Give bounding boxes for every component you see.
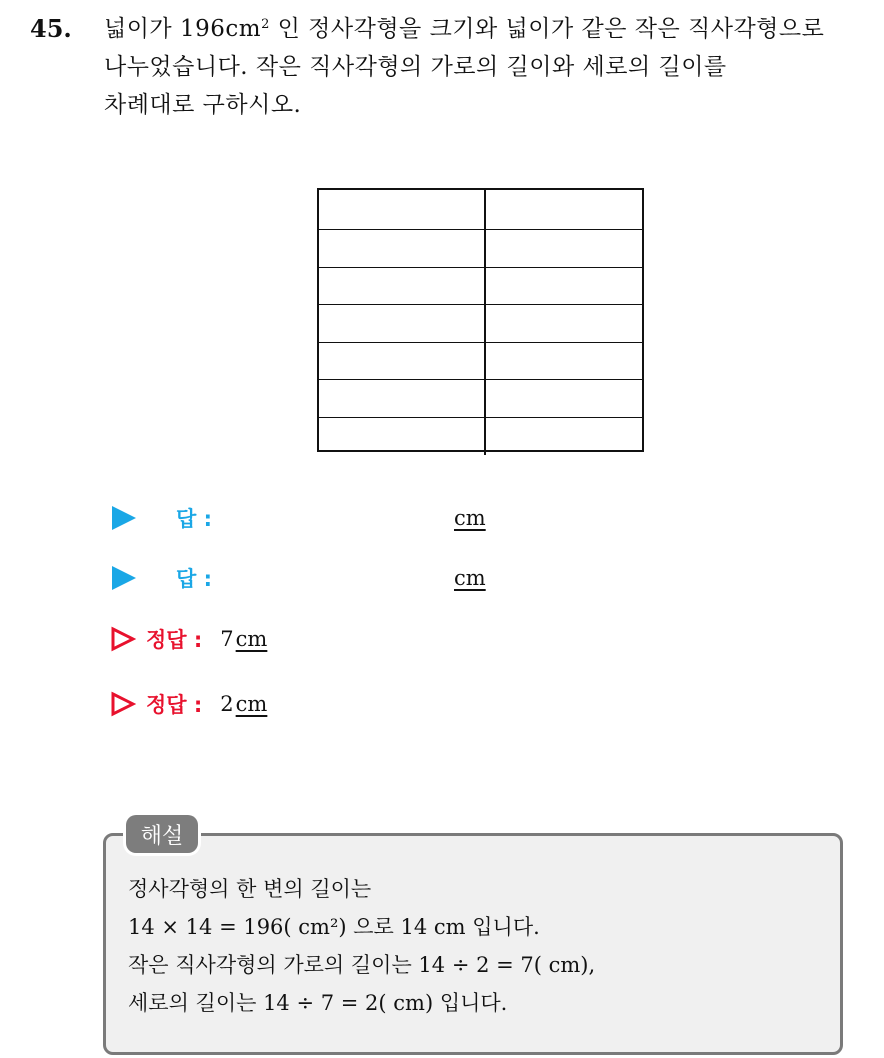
- small-rectangle: [484, 268, 642, 305]
- answer-label: 답 :: [176, 567, 212, 591]
- question-line-2: 나누었습니다. 작은 직사각형의 가로의 길이와 세로의 길이를: [104, 54, 727, 80]
- small-rectangle: [484, 418, 642, 456]
- answer-unit: cm: [454, 506, 486, 530]
- explanation-line: 14 × 14 = 196( cm²) 으로 14 cm 입니다.: [128, 915, 540, 939]
- question-number: 45.: [30, 14, 72, 43]
- play-marker-icon: [112, 566, 136, 590]
- square-diagram: [317, 188, 644, 452]
- explanation-line: 정사각형의 한 변의 길이는: [128, 877, 372, 901]
- diagram-row: [319, 190, 642, 230]
- diagram-row: [319, 418, 642, 456]
- small-rectangle: [319, 305, 484, 342]
- outline-triangle-icon: [110, 691, 136, 717]
- diagram-row: [319, 230, 642, 268]
- diagram-row: [319, 305, 642, 343]
- answer-unit: cm: [454, 566, 486, 590]
- small-rectangle: [319, 268, 484, 305]
- diagram-row: [319, 380, 642, 418]
- small-rectangle: [319, 230, 484, 267]
- answer-line-1[interactable]: [108, 500, 608, 536]
- correct-answer-1: [108, 621, 267, 657]
- play-marker-icon: [112, 506, 136, 530]
- question-line-3: 차례대로 구하시오.: [104, 92, 302, 118]
- answer-label: 답 :: [176, 507, 212, 531]
- correct-value: 7cm: [220, 627, 268, 651]
- small-rectangle: [319, 418, 484, 456]
- correct-label: 정답 :: [146, 628, 203, 652]
- correct-answer-2: [108, 686, 267, 722]
- explanation-text: [128, 870, 828, 1022]
- explanation-tag: 해설: [126, 815, 198, 853]
- explanation-line: 작은 직사각형의 가로의 길이는 14 ÷ 2 = 7( cm),: [128, 953, 596, 977]
- small-rectangle: [319, 380, 484, 417]
- correct-value: 2cm: [220, 692, 268, 716]
- small-rectangle: [484, 305, 642, 342]
- explanation-line: 세로의 길이는 14 ÷ 7 = 2( cm) 입니다.: [128, 991, 508, 1015]
- diagram-row: [319, 343, 642, 381]
- small-rectangle: [484, 230, 642, 267]
- small-rectangle: [319, 343, 484, 380]
- small-rectangle: [484, 343, 642, 380]
- outline-triangle-icon: [110, 626, 136, 652]
- diagram-row: [319, 268, 642, 306]
- answer-line-2[interactable]: [108, 560, 608, 596]
- question-line-1: 넓이가 $196cm^2$ 인 정사각형을 크기와 넓이가 같은 작은 직사각형으로: [104, 16, 825, 42]
- correct-label: 정답 :: [146, 693, 203, 717]
- question-text: [104, 10, 864, 124]
- small-rectangle: [484, 380, 642, 417]
- small-rectangle: [319, 190, 484, 229]
- small-rectangle: [484, 190, 642, 229]
